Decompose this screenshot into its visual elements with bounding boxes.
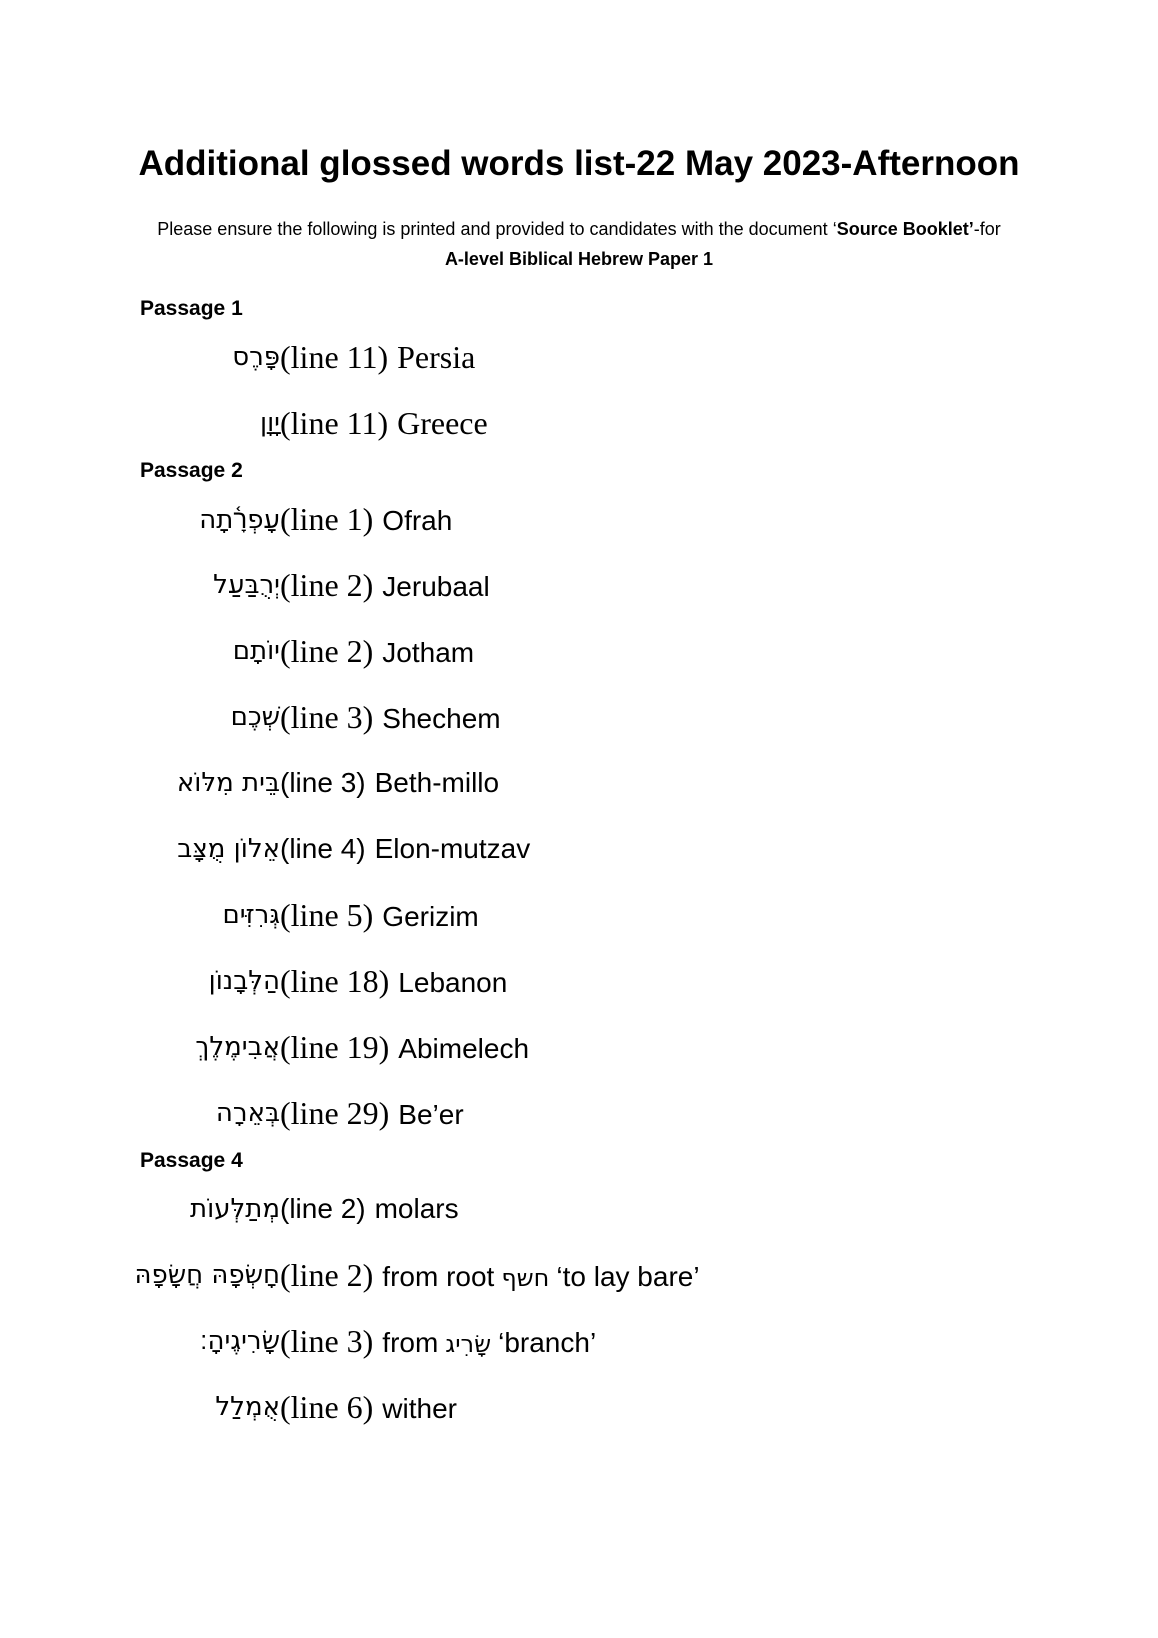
gloss-meaning: ‘branch’ (498, 1326, 597, 1358)
hebrew-word: יָוָן (260, 408, 280, 438)
hebrew-word: בֵּית מִלּוֹא (176, 768, 280, 798)
line-reference: (line 2) (280, 566, 374, 603)
gloss-entry (140, 684, 1100, 750)
passage-heading: Passage 4 (140, 1149, 243, 1172)
gloss-entry (140, 1014, 1100, 1080)
gloss-entry (140, 948, 1100, 1014)
hebrew-word: יְרֻבַּעַל (213, 570, 280, 600)
gloss-entry (134, 1242, 1100, 1308)
line-reference: (line 2) (280, 1256, 374, 1293)
gloss-meaning: Shechem (382, 702, 501, 734)
hebrew-word: אֲבִימֶלֶךְ (195, 1032, 280, 1062)
gloss-entry (140, 390, 1100, 456)
hebrew-word: אֵלוֹן מֻצָּב (177, 834, 280, 864)
gloss-meaning: Gerizim (382, 900, 479, 932)
hebrew-root: חשף (501, 1263, 550, 1292)
instructions-text: Please ensure the following is printed and provided to candidates with the document ‘ (157, 219, 837, 239)
hebrew-word: יוֹתָם (232, 636, 280, 666)
line-reference: (line 3) (280, 1322, 374, 1359)
gloss-meaning: Be’er (398, 1098, 464, 1130)
gloss-entry (140, 816, 1100, 882)
gloss-meaning: ‘to lay bare’ (556, 1260, 700, 1292)
printing-instructions (150, 214, 1008, 274)
gloss-entry (140, 1080, 1100, 1146)
line-reference: (line 2) (280, 632, 374, 669)
gloss-meaning: Jerubaal (382, 570, 490, 602)
line-reference: (line 11) (280, 404, 389, 441)
gloss-meaning: Lebanon (398, 966, 508, 998)
gloss-entry (140, 882, 1100, 948)
gloss-meaning-prefix: from (382, 1326, 439, 1358)
gloss-meaning: Jotham (382, 636, 475, 668)
gloss-meaning: wither (382, 1392, 457, 1424)
line-reference: (line 18) (280, 962, 390, 999)
gloss-entry (140, 552, 1100, 618)
hebrew-word: גְּרִזִּים (222, 900, 280, 930)
gloss-entry (140, 1374, 1100, 1440)
gloss-meaning: molars (374, 1193, 459, 1224)
hebrew-word: הַלְּבָנוֹן (208, 966, 280, 996)
hebrew-word: חָשְׂפָהּ חֲשָׂפָהּ (134, 1260, 280, 1290)
hebrew-word: פָּרֶס (232, 342, 280, 372)
gloss-entry (140, 618, 1100, 684)
line-reference: (line 3) (280, 767, 366, 798)
passage-heading: Passage 1 (140, 297, 243, 320)
instructions-paper-name: A-level Biblical Hebrew Paper 1 (444, 249, 714, 269)
hebrew-word: שָׂרִיגֶיהָ׃ (199, 1326, 280, 1356)
hebrew-root: שָׂרִיג (445, 1329, 492, 1358)
hebrew-word: שְׁכֶם (230, 702, 280, 732)
gloss-meaning: Ofrah (382, 504, 453, 536)
line-reference: (line 11) (280, 338, 389, 375)
passage-heading: Passage 2 (140, 459, 243, 482)
gloss-entry (140, 486, 1100, 552)
hebrew-word: עָפְרָ֫תָה (199, 504, 280, 535)
hebrew-word: אֻמְלַל (215, 1392, 280, 1422)
line-reference: (line 29) (280, 1094, 390, 1131)
line-reference: (line 6) (280, 1388, 374, 1425)
glossary-list (134, 294, 1100, 1440)
instructions-for: -for (973, 219, 1001, 239)
line-reference: (line 4) (280, 833, 366, 864)
gloss-meaning: Elon-mutzav (374, 833, 531, 864)
gloss-entry (140, 1308, 1100, 1374)
page-title: Additional glossed words list-22 May 2023-Afternoon (138, 144, 1020, 183)
line-reference: (line 1) (280, 500, 374, 537)
gloss-entry (140, 324, 1100, 390)
hebrew-word: מְתַלְּעוֹת (190, 1194, 280, 1224)
gloss-meaning: Greece (397, 404, 488, 441)
line-reference: (line 5) (280, 896, 374, 933)
line-reference: (line 19) (280, 1028, 390, 1065)
gloss-entry (140, 1176, 1100, 1242)
gloss-meaning-prefix: from root (382, 1260, 495, 1292)
line-reference: (line 2) (280, 1193, 366, 1224)
gloss-entry (140, 750, 1100, 816)
hebrew-word: בְּאֵרָה (215, 1098, 280, 1128)
instructions-source-booklet: Source Booklet’ (836, 219, 974, 239)
gloss-meaning: Persia (397, 338, 476, 375)
line-reference: (line 3) (280, 698, 374, 735)
gloss-meaning: Abimelech (398, 1032, 530, 1064)
gloss-meaning: Beth-millo (374, 767, 500, 798)
